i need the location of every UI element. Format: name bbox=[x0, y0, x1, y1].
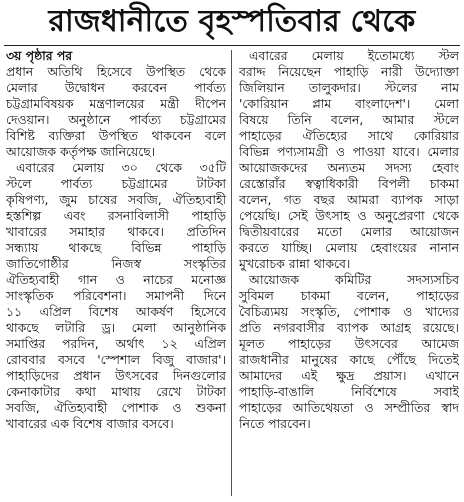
text-line: প্রতি নগরবাসীর ব্যাপক আগ্রহ রয়েছে। bbox=[239, 320, 459, 335]
text-line: জিলিয়ান তালুকদার। স্টলের নাম bbox=[239, 80, 459, 95]
text-line: সন্ধ্যায় থাকছে বিভিন্ন পাহাড়ি bbox=[6, 240, 226, 255]
text-line: এবারের মেলায় ৩০ থেকে ৩৫টি bbox=[16, 160, 226, 175]
text-line: হস্তশিল্প এবং রসনাবিলাসী পাহাড়ি bbox=[6, 208, 226, 223]
text-line: মুখরোচক রান্না থাকবে। bbox=[239, 256, 351, 271]
text-line: রোববার বসবে 'স্পেশাল বিজু বাজার'। bbox=[6, 352, 226, 367]
text-line: পাহাড়ি-বাঙালি নির্বিশেষে সবাই bbox=[239, 384, 459, 399]
text-line: ঐতিহ্যবাহী গান ও নাচের মনোজ্ঞ bbox=[6, 272, 226, 287]
text-line: জাতিগোষ্ঠীর নিজস্ব সংস্কৃতির bbox=[6, 256, 226, 271]
text-line: পাহাড়িদের প্রধান উৎসবের দিনগুলোর bbox=[6, 368, 226, 383]
text-line: পাহাড়ের আতিথেয়তা ও সম্প্রীতির স্বাদ bbox=[239, 400, 459, 415]
text-line: নিতে পারবেন। bbox=[239, 416, 311, 431]
text-line: বৈচিত্র্যময় সংস্কৃতি, পোশাক ও খাদ্যের bbox=[239, 304, 459, 319]
text-line: সুবিমল চাকমা বলেন, পাহাড়ের bbox=[239, 288, 459, 303]
text-line: মূলত পাহাড়ের উৎসবের আমেজ bbox=[239, 336, 459, 351]
text-line: মেলার উদ্বোধন করবেন পার্বত্য bbox=[6, 80, 226, 95]
text-line: সমাপ্তির পরদিন, অর্থাৎ ১২ এপ্রিল bbox=[6, 336, 226, 351]
text-line: বিষয়ে তিনি বলেন, আমার স্টলে bbox=[239, 112, 459, 127]
text-line: খাবারের এক বিশেষ বাজার বসবে। bbox=[6, 416, 174, 431]
text-line: দ্বিতীয়বারের মতো মেলার আয়োজন bbox=[239, 224, 459, 239]
text-line: আয়োজক কমিটির সদস্যসচিব bbox=[249, 272, 459, 287]
text-line: রাজধানীর মানুষের কাছে পৌঁছে দিতেই bbox=[239, 352, 459, 367]
text-line: আয়োজকদের অন্যতম সদস্য হেবাং bbox=[239, 160, 459, 175]
continuation-kicker: ৩য় পৃষ্ঠার পর bbox=[6, 48, 73, 63]
text-line: চট্টগ্রামবিষয়ক মন্ত্রণালয়ের মন্ত্রী দীপেন bbox=[6, 96, 226, 111]
left-column bbox=[6, 48, 226, 498]
text-line: ১১ এপ্রিল বিশেষ আকর্ষণ হিসেবে bbox=[6, 304, 226, 319]
text-line: পাহাড়ের ঐতিহ্যের সাথে কোরিয়ার bbox=[239, 128, 459, 143]
text-line: সাংস্কৃতিক পরিবেশনা। সমাপনী দিনে bbox=[6, 288, 226, 303]
column-divider bbox=[231, 50, 232, 496]
headline: রাজধানীতে বৃহস্পতিবার থেকে bbox=[48, 3, 416, 39]
text-line: আমাদের এই ক্ষুদ্র প্রয়াস। এখানে bbox=[239, 368, 459, 383]
text-line: প্রধান অতিথি হিসেবে উপস্থিত থেকে bbox=[6, 64, 226, 79]
text-line: স্টলে পার্বত্য চট্টগ্রামের টাটকা bbox=[6, 176, 226, 191]
text-line: খাবারের সমাহার থাকবে। প্রতিদিন bbox=[6, 224, 226, 239]
text-line: 'কোরিয়ান প্লাম বাংলাদেশ'। মেলা bbox=[239, 96, 459, 111]
text-line: বলেন, গত বছর আমরা ব্যাপক সাড়া bbox=[239, 192, 459, 207]
text-line: থাকছে লটারি ড্র। মেলা আনুষ্ঠানিক bbox=[6, 320, 226, 335]
text-line: সবজি, ঐতিহ্যবাহী পোশাক ও শুকনা bbox=[6, 400, 226, 415]
text-line: বরাদ্দ নিয়েছেন পাহাড়ি নারী উদ্যোক্তা bbox=[239, 64, 459, 79]
text-line: রেস্তোরাঁর স্বত্বাধিকারী বিপলী চাকমা bbox=[239, 176, 459, 191]
text-line: এবারের মেলায় ইতোমধ্যে স্টল bbox=[249, 48, 459, 63]
text-line: কৃষিপণ্য, জুম চাষের সবজি, ঐতিহ্যবাহী bbox=[6, 192, 226, 207]
text-line: কেনাকাটার কথা মাথায় রেখে টাটকা bbox=[6, 384, 226, 399]
text-line: বিশিষ্ট ব্যক্তিরা উপস্থিত থাকবেন বলে bbox=[6, 128, 226, 143]
text-line: দেওয়ান। অনুষ্ঠানে পার্বত্য চট্টগ্রামের bbox=[6, 112, 226, 127]
right-column bbox=[239, 48, 459, 498]
headline-rule bbox=[4, 45, 460, 46]
text-line: বিভিন্ন পণ্যসামগ্রী ও পাওয়া যাবে। মেলার bbox=[239, 144, 459, 159]
text-line: আয়োজক কর্তৃপক্ষ জানিয়েছে। bbox=[6, 144, 156, 159]
text-line: পেয়েছি। সেই উৎসাহ ও অনুপ্রেরণা থেকে bbox=[239, 208, 459, 223]
text-line: করতে যাচ্ছি। মেলায় হেবাংয়ের নানান bbox=[239, 240, 459, 255]
